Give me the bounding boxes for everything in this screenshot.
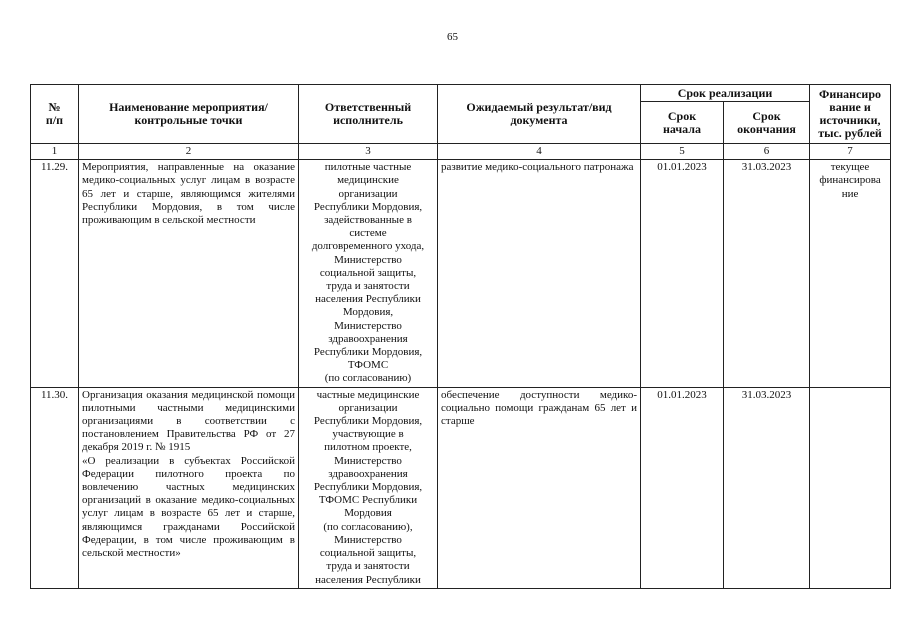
row-finance: текущее финансирова ние <box>810 160 891 387</box>
row-end: 31.03.2023 <box>724 160 810 387</box>
row-start: 01.01.2023 <box>641 387 724 588</box>
column-number: 7 <box>810 144 891 160</box>
column-number: 5 <box>641 144 724 160</box>
header-result: Ожидаемый результат/вид документа <box>438 85 641 144</box>
table-row <box>31 387 891 588</box>
header-finance: Финансиро вание и источники, тыс. рублей <box>810 85 891 144</box>
header-responsible: Ответственный исполнитель <box>299 85 438 144</box>
header-period: Срок реализации <box>641 85 810 102</box>
row-responsible: частные медицинские организации Республики Мордовия, участвующие в пилотном проекте, Министерство здравоохранения Республики Мордовия, ТФОМС Республики Мордовия (по согласованию), Министерство социальной защиты, труда и занятости населения Республики <box>299 387 438 588</box>
header-num: № п/п <box>31 85 79 144</box>
row-result: обеспечение доступности медико-социально помощи гражданам 65 лет и старше <box>438 387 641 588</box>
row-num: 11.29. <box>31 160 79 387</box>
row-num: 11.30. <box>31 387 79 588</box>
row-end: 31.03.2023 <box>724 387 810 588</box>
header-start: Срок начала <box>641 102 724 144</box>
row-name: Организация оказания медицинской помощи пилотными частными медицинскими организациями в соответствии с постановлением Правительства РФ от 27 декабря 2019 г. № 1915 «О реализации в субъектах Российской Федерации пилотного проекта по вовлечению частных медицинских организаций в оказание медико-социальных услуг лицам в возрасте 65 лет и старше, являющимся гражданами Российской Федерации, в том числе проживающим в сельской местности» <box>79 387 299 588</box>
column-number: 2 <box>79 144 299 160</box>
header-end: Срок окончания <box>724 102 810 144</box>
column-number-row <box>31 144 891 160</box>
header-name: Наименование мероприятия/ контрольные точки <box>79 85 299 144</box>
table-row <box>31 160 891 387</box>
row-result: развитие медико-социального патронажа <box>438 160 641 387</box>
row-start: 01.01.2023 <box>641 160 724 387</box>
action-plan-table <box>30 84 891 589</box>
column-number: 4 <box>438 144 641 160</box>
row-finance <box>810 387 891 588</box>
page-number: 65 <box>447 31 458 43</box>
column-number: 1 <box>31 144 79 160</box>
header-row-1 <box>31 85 891 102</box>
row-responsible: пилотные частные медицинские организации Республики Мордовия, задействованные в системе долговременного ухода, Министерство социальной защиты, труда и занятости населения Республики Мордовия, Министерство здравоохранения Республики Мордовия, ТФОМС (по согласованию) <box>299 160 438 387</box>
column-number: 3 <box>299 144 438 160</box>
column-number: 6 <box>724 144 810 160</box>
row-name: Мероприятия, направленные на оказание медико-социальных услуг лицам в возрасте 65 лет и старше, являющимся жителями Республики Мордовия, в том числе проживающим в сельской местности <box>79 160 299 387</box>
